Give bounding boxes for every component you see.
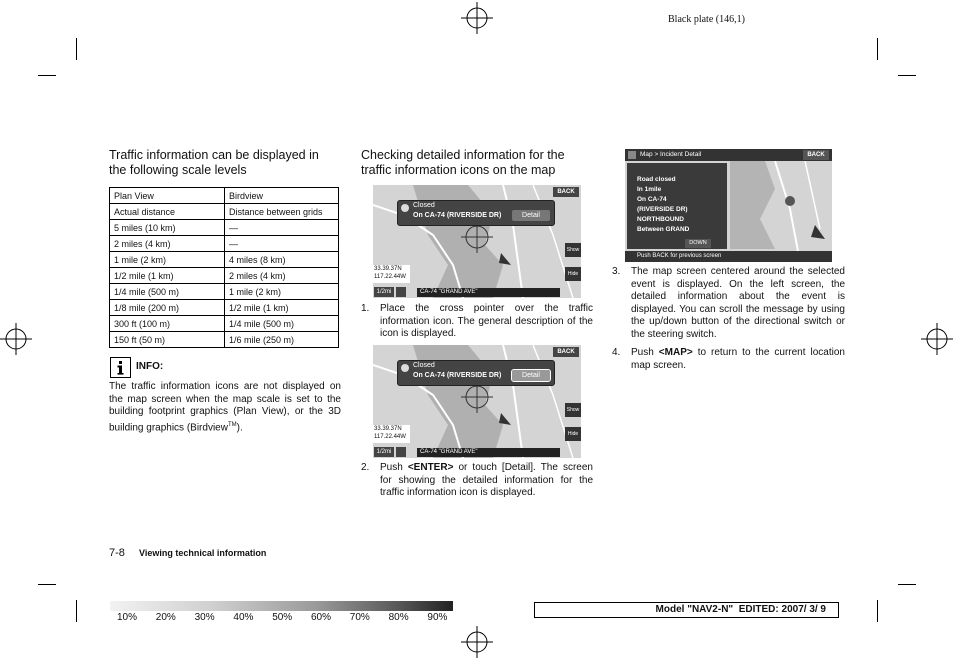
registration-mark-icon [0, 323, 32, 355]
table-row [110, 236, 339, 252]
detail-line: Between GRAND [637, 226, 690, 233]
table-row [110, 220, 339, 236]
table-cell: 1/8 mile (200 m) [110, 300, 225, 316]
table-row [110, 332, 339, 348]
road-name: CA-74 "GRAND AVE" [417, 448, 560, 457]
table-row [110, 300, 339, 316]
table-row [110, 204, 339, 220]
model-edited-box: Model "NAV2-N" EDITED: 2007/ 3/ 9 [534, 602, 839, 618]
crop-mark [76, 38, 77, 60]
scale-levels-heading: Traffic information can be displayed in the following scale levels [109, 148, 319, 177]
popup [397, 200, 555, 226]
detail-lines [637, 175, 689, 235]
table-cell: 1/4 mile (500 m) [225, 316, 339, 332]
traffic-icon [401, 204, 409, 212]
info-label: INFO: [136, 361, 164, 372]
info-text: The traffic information icons are not displayed on the map screen when the map scale is set to the building footprint graphics (Plan View), or the 3D building graphics (Birdview™). [109, 381, 341, 433]
table-cell: 1 mile (2 km) [110, 252, 225, 268]
incident-detail-screenshot [625, 149, 832, 262]
table-cell: 4 miles (8 km) [225, 252, 339, 268]
side-show[interactable]: Show [565, 243, 581, 257]
table-cell: 1/2 mile (1 km) [225, 300, 339, 316]
table-cell: Distance between grids [225, 204, 339, 220]
traffic-icon [401, 364, 409, 372]
crop-mark [38, 75, 56, 76]
table-cell: 300 ft (100 m) [110, 316, 225, 332]
north-icon[interactable] [396, 287, 406, 297]
registration-mark-icon [921, 323, 953, 355]
table-cell: 1/6 mile (250 m) [225, 332, 339, 348]
table-cell: 1/2 mile (1 km) [110, 268, 225, 284]
road-name: CA-74 "GRAND AVE" [417, 288, 560, 297]
info-icon [110, 357, 131, 378]
table-row [110, 252, 339, 268]
north-icon[interactable] [396, 447, 406, 457]
tint-percent-label: 20% [155, 612, 176, 623]
crop-mark [877, 600, 878, 622]
table-header-row [110, 188, 339, 204]
scale-table [109, 187, 339, 348]
crop-mark [76, 600, 77, 622]
registration-mark-icon [461, 626, 493, 658]
table-row [110, 268, 339, 284]
detail-button[interactable]: Detail [512, 370, 550, 381]
detail-line: On CA-74 [637, 196, 667, 203]
coordinates-box: 33.39.37N 117.22.44W [373, 425, 410, 443]
popup-road: On CA-74 (RIVERSIDE DR) [413, 212, 502, 219]
tint-percent-label: 40% [233, 612, 254, 623]
side-show[interactable]: Show [565, 403, 581, 417]
table-cell: — [225, 220, 339, 236]
plate-label: Black plate (146,1) [668, 14, 745, 25]
detail-heading: Checking detailed information for the traffic information icons on the map [361, 148, 565, 177]
down-button[interactable]: DOWN [685, 239, 711, 248]
tint-percent-label: 70% [349, 612, 370, 623]
step-2: 2. Push <ENTER> or touch [Detail]. The screen for showing the detailed information for the traffic information icon is displayed. [361, 462, 593, 498]
page-number: 7-8 [109, 547, 125, 559]
table-cell: 1/4 mile (500 m) [110, 284, 225, 300]
scale-button[interactable]: 1/2mi [374, 287, 394, 297]
hint-bar: Push BACK for previous screen [625, 251, 832, 262]
table-cell: 150 ft (50 m) [110, 332, 225, 348]
section-title: Viewing technical information [139, 548, 267, 558]
back-button[interactable]: BACK [803, 150, 829, 160]
scale-button[interactable]: 1/2mi [374, 447, 394, 457]
tint-percent-label: 30% [194, 612, 215, 623]
table-cell: 5 miles (10 km) [110, 220, 225, 236]
back-button[interactable]: BACK [553, 347, 579, 357]
popup-status: Closed [413, 362, 435, 369]
table-cell: 2 miles (4 km) [225, 268, 339, 284]
popup-status: Closed [413, 202, 435, 209]
tint-bar [110, 601, 453, 611]
detail-line: NORTHBOUND [637, 216, 684, 223]
crop-mark [877, 38, 878, 60]
tint-percent-label: 90% [427, 612, 448, 623]
table-row [110, 284, 339, 300]
popup [397, 360, 555, 386]
detail-line: (RIVERSIDE DR) [637, 206, 688, 213]
registration-mark-icon [461, 2, 493, 34]
tint-percent-label: 50% [272, 612, 293, 623]
menu-icon [628, 151, 636, 159]
table-row [110, 316, 339, 332]
detail-panel [627, 163, 727, 249]
column-header: Plan View [110, 188, 225, 204]
tint-percent-label: 80% [388, 612, 409, 623]
popup-road: On CA-74 (RIVERSIDE DR) [413, 372, 502, 379]
column-header: Birdview [225, 188, 339, 204]
table-cell: 1 mile (2 km) [225, 284, 339, 300]
detail-button[interactable]: Detail [512, 210, 550, 221]
map-screenshot-2 [373, 345, 581, 458]
table-cell: Actual distance [110, 204, 225, 220]
coordinates-box: 33.39.37N 117.22.44W [373, 265, 410, 283]
table-cell: — [225, 236, 339, 252]
crop-mark [898, 75, 916, 76]
side-hide[interactable]: Hide [565, 427, 581, 441]
back-button[interactable]: BACK [553, 187, 579, 197]
table-cell: 2 miles (4 km) [110, 236, 225, 252]
step-3: 3. The map screen centered around the selected event is displayed. On the left screen, the detailed information about the event is displayed. You can scroll the message by using the up/down button of the directional switch or the steering switch. [612, 266, 845, 340]
tint-percent-label: 60% [311, 612, 332, 623]
crop-mark [898, 584, 916, 585]
map-screenshot-1 [373, 185, 581, 298]
tint-percentages [117, 612, 457, 626]
crop-mark [38, 584, 56, 585]
title-bar: Map > Incident Detail [625, 149, 832, 161]
side-hide[interactable]: Hide [565, 267, 581, 281]
detail-line: Road closed [637, 176, 676, 183]
step-1: 1. Place the cross pointer over the traffic information icon. The general description of the icon is displayed. [361, 303, 593, 339]
detail-line: In 1mile [637, 186, 662, 193]
tint-percent-label: 10% [117, 612, 138, 623]
step-4: 4. Push <MAP> to return to the current location map screen. [612, 347, 845, 371]
